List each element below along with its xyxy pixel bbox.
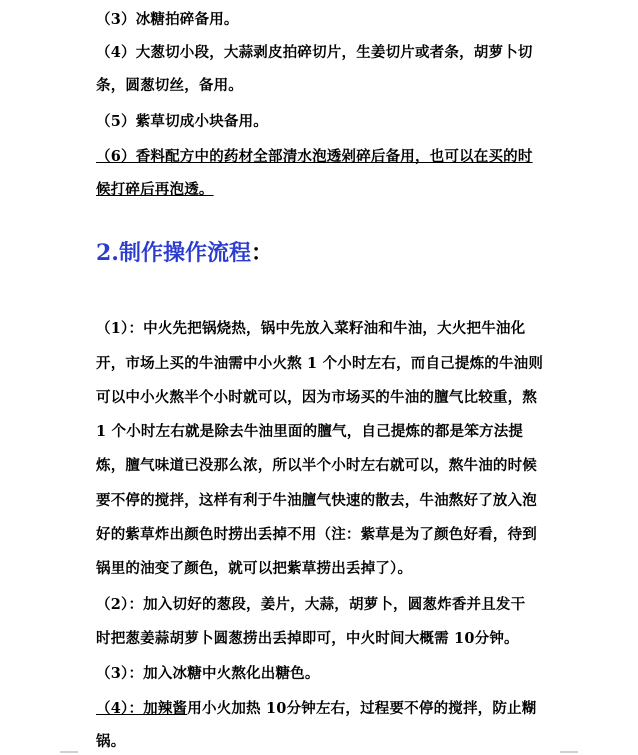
step-4-rest: 用小火加热 10分钟左右，过程要不停的搅拌，防止糊 [187, 700, 537, 717]
section-colon: ： [250, 240, 273, 266]
step-2-line1: （2）：加入切好的葱段，姜片，大蒜，胡萝卜，圆葱炸香并且发干 [96, 596, 526, 613]
step-1-line8: 锅里的油变了颜色，就可以把紫草捞出丢掉了）。 [96, 560, 413, 577]
section-number: 2. [96, 240, 119, 266]
step-1-line7: 好的紫草炸出颜色时捞出丢掉不用（注：紫草是为了颜色好看，待到 [96, 526, 537, 543]
step-4-line2: 锅。 [96, 733, 126, 750]
list-item-5: （5）紫草切成小块备用。 [96, 113, 268, 130]
page-edge-mark-left [60, 751, 78, 753]
step-2-line2: 时把葱姜蒜胡萝卜圆葱捞出丢掉即可，中火时间大概需 10分钟。 [96, 630, 519, 647]
list-item-3: （3）冰糖拍碎备用。 [96, 11, 239, 28]
list-item-4-line2: 条，圆葱切丝，备用。 [96, 77, 243, 94]
step-1-line6: 要不停的搅拌，这样有利于牛油膻气快速的散去，牛油熬好了放入泡 [96, 492, 537, 509]
page-edge-mark-right [560, 751, 578, 753]
step-4-prefix: （4）：加辣酱 [96, 700, 188, 717]
step-1-line1: （1）：中火先把锅烧热，锅中先放入菜籽油和牛油，大火把牛油化 [96, 320, 526, 337]
section-title: 制作操作流程 [118, 240, 251, 266]
section-heading [96, 236, 273, 267]
list-item-6-line2: 候打碎后再泡透。 [96, 181, 214, 198]
list-item-4-line1: （4）大葱切小段，大蒜剥皮拍碎切片，生姜切片或者条，胡萝卜切 [96, 44, 533, 61]
step-4-line1 [96, 697, 566, 718]
step-1-line3: 可以中小火熬半个小时就可以，因为市场买的牛油的膻气比较重，熬 [96, 389, 537, 406]
step-1-line4: 1 个小时左右就是除去牛油里面的膻气，自己提炼的都是笨方法提 [96, 423, 524, 440]
step-1-line5: 炼，膻气味道已没那么浓，所以半个小时左右就可以，熬牛油的时候 [96, 457, 537, 474]
step-3: （3）：加入冰糖中火熬化出糖色。 [96, 665, 320, 682]
list-item-6-line1: （6）香料配方中的药材全部清水泡透剁碎后备用，也可以在买的时 [96, 148, 533, 165]
step-1-line2: 开，市场上买的牛油需中小火熬 1 个小时左右，而自己提炼的牛油则 [96, 355, 544, 372]
